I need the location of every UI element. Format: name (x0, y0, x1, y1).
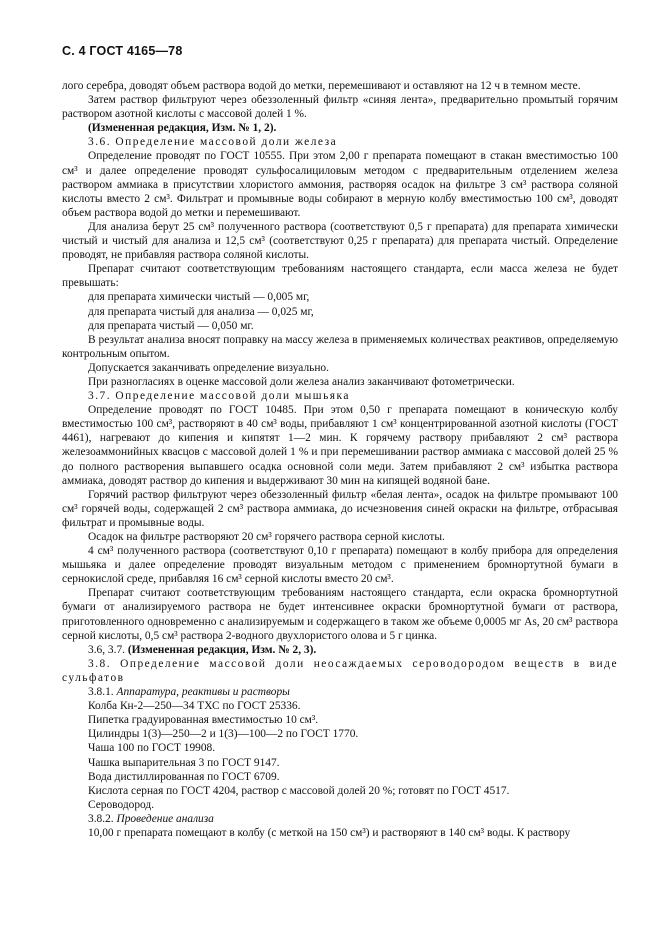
paragraph: Горячий раствор фильтруют через обеззоленный фильтр «белая лента», осадок на фильтре промывают 100 см³ горячей воды, содержащей 2 см³ раствора аммиака, до исчезновения синей окраски на фильтре, отбрасывая фильтрат и промывные воды. (62, 488, 618, 529)
paragraph: 10,00 г препарата помещают в колбу (с меткой на 150 см³) и растворяют в 140 см³ воды. К раствору (88, 826, 571, 839)
section-heading-3-7: 3.7. Определение массовой доли мышьяка (88, 390, 350, 403)
clause-ref: 3.6, 3.7. (88, 643, 126, 656)
amendment-note: (Измененная редакция, Изм. № 1, 2). (88, 122, 277, 135)
amendment-note: (Измененная редакция, Изм. № 2, 3). (127, 643, 317, 656)
paragraph: Для анализа берут 25 см³ полученного раствора (соответствуют 0,5 г препарата) для препарата химически чистый и чистый для анализа и 12,5 см³ (соответствуют 0,25 г препарата) для препарата чистый. Определение проводят, не прибавляя раствора соляной кислоты. (62, 220, 618, 262)
subsection-heading (62, 812, 618, 826)
subsection-title: Аппаратура, реактивы и растворы (116, 686, 290, 699)
paragraph: Определение проводят по ГОСТ 10555. При этом 2,00 г препарата помещают в стакан вместимостью 100 см³ и далее определение проводят сульфосалициловым методом с предварительным отделением железа раствором аммиака в присутствии хлористого аммония, растворяя осадок на фильтре 3 см³ раствора соляной кислоты вместо 2 см³. Фильтрат и промывные воды собирают в мерную колбу вместимостью 100 см³, доводят объем раствора водой до метки и перемешивают. (62, 150, 618, 219)
paragraph: 4 см³ полученного раствора (соответствуют 0,10 г препарата) помещают в колбу прибора для определения мышьяка и далее определение проводят визуальным методом с применением бромнортутной бумаги в сернокислой среде, прибавляя 16 см³ серной кислоты вместо 20 см³. (62, 545, 618, 586)
paragraph: Препарат считают соответствующим требованиям настоящего стандарта, если окраска бромнортутной бумаги от анализируемого раствора не будет интенсивнее окраски бромнортутной бумаги от раствора, приготовленного одновременно с анализируемым и содержащего в таком же объеме 0,0005 мг As, 20 см³ раствора серной кислоты, 0,5 см³ раствора 2-водного двухлористого олова и 5 г цинка. (62, 587, 618, 642)
list-item: Колба Кн-2—250—34 ТХС по ГОСТ 25336. (88, 700, 301, 713)
paragraph: лого серебра, доводят объем раствора водой до метки, перемешивают и оставляют на 12 ч в темном месте. (62, 80, 581, 92)
list-item: для препарата чистый для анализа — 0,025 мг, (88, 305, 314, 318)
list-item: Цилиндры 1(3)—250—2 и 1(3)—100—2 по ГОСТ 1770. (88, 728, 359, 741)
list-item: Пипетка градуированная вместимостью 10 см³. (88, 714, 319, 727)
amendment-line (62, 643, 618, 657)
list-item: Сероводород. (88, 798, 155, 811)
list-item: для препарата чистый — 0,050 мг. (88, 319, 254, 332)
paragraph: Препарат считают соответствующим требованиям настоящего стандарта, если масса железа не будет превышать: (62, 263, 618, 290)
document-body (62, 79, 618, 840)
subsection-title: Проведение анализа (116, 812, 214, 825)
list-item: Вода дистиллированная по ГОСТ 6709. (88, 770, 280, 783)
list-item: для препарата химически чистый — 0,005 мг, (88, 291, 310, 304)
paragraph: Затем раствор фильтруют через обеззоленный фильтр «синяя лента», предварительно промытый горячим раствором азотной кислоты с массовой долей 1 %. (62, 94, 618, 121)
paragraph: Допускается заканчивать определение визуально. (88, 361, 329, 374)
list-item: Чаша 100 по ГОСТ 19908. (88, 742, 216, 755)
list-item: Кислота серная по ГОСТ 4204, раствор с массовой долей 20 %; готовят по ГОСТ 4517. (88, 784, 510, 797)
paragraph: Осадок на фильтре растворяют 20 см³ горячего раствора серной кислоты. (88, 531, 445, 543)
paragraph: Определение проводят по ГОСТ 10485. При этом 0,50 г препарата помещают в коническую колбу вместимостью 100 см³, растворяют в 40 см³ воды, прибавляют 1 см³ концентрированной азотной кислоты (ГОСТ 4461), нагревают до кипения и кипятят 1—2 мин. К горячему раствору прибавляют 2 см³ раствора железоаммонийных квасцов с массовой долей 1 % и при перемешивании раствор аммиака с массовой долей 25 % до полного растворения выпавшего осадка основной соли меди. Затем прибавляют 2 см³ избытка раствора аммиака, доводят раствор до кипения и выдерживают 30 мин на кипящей водяной бане. (62, 404, 618, 487)
paragraph: При разногласиях в оценке массовой доли железа анализ заканчивают фотометрически. (88, 375, 515, 388)
section-heading-3-6: 3.6. Определение массовой доли железа (88, 136, 338, 149)
clause-number: 3.8.1. (88, 686, 114, 699)
clause-number: 3.8.2. (88, 812, 114, 825)
page-header: С. 4 ГОСТ 4165—78 (62, 44, 183, 58)
subsection-heading (62, 685, 618, 699)
list-item: Чашка выпарительная 3 по ГОСТ 9147. (88, 756, 280, 769)
section-heading-3-8: 3.8. Определение массовой доли неосаждаемых сероводородом веществ в виде сульфатов (62, 657, 618, 684)
paragraph: В результат анализа вносят поправку на массу железа в применяемых количествах реактивов, определяемую контрольным опытом. (62, 333, 618, 360)
